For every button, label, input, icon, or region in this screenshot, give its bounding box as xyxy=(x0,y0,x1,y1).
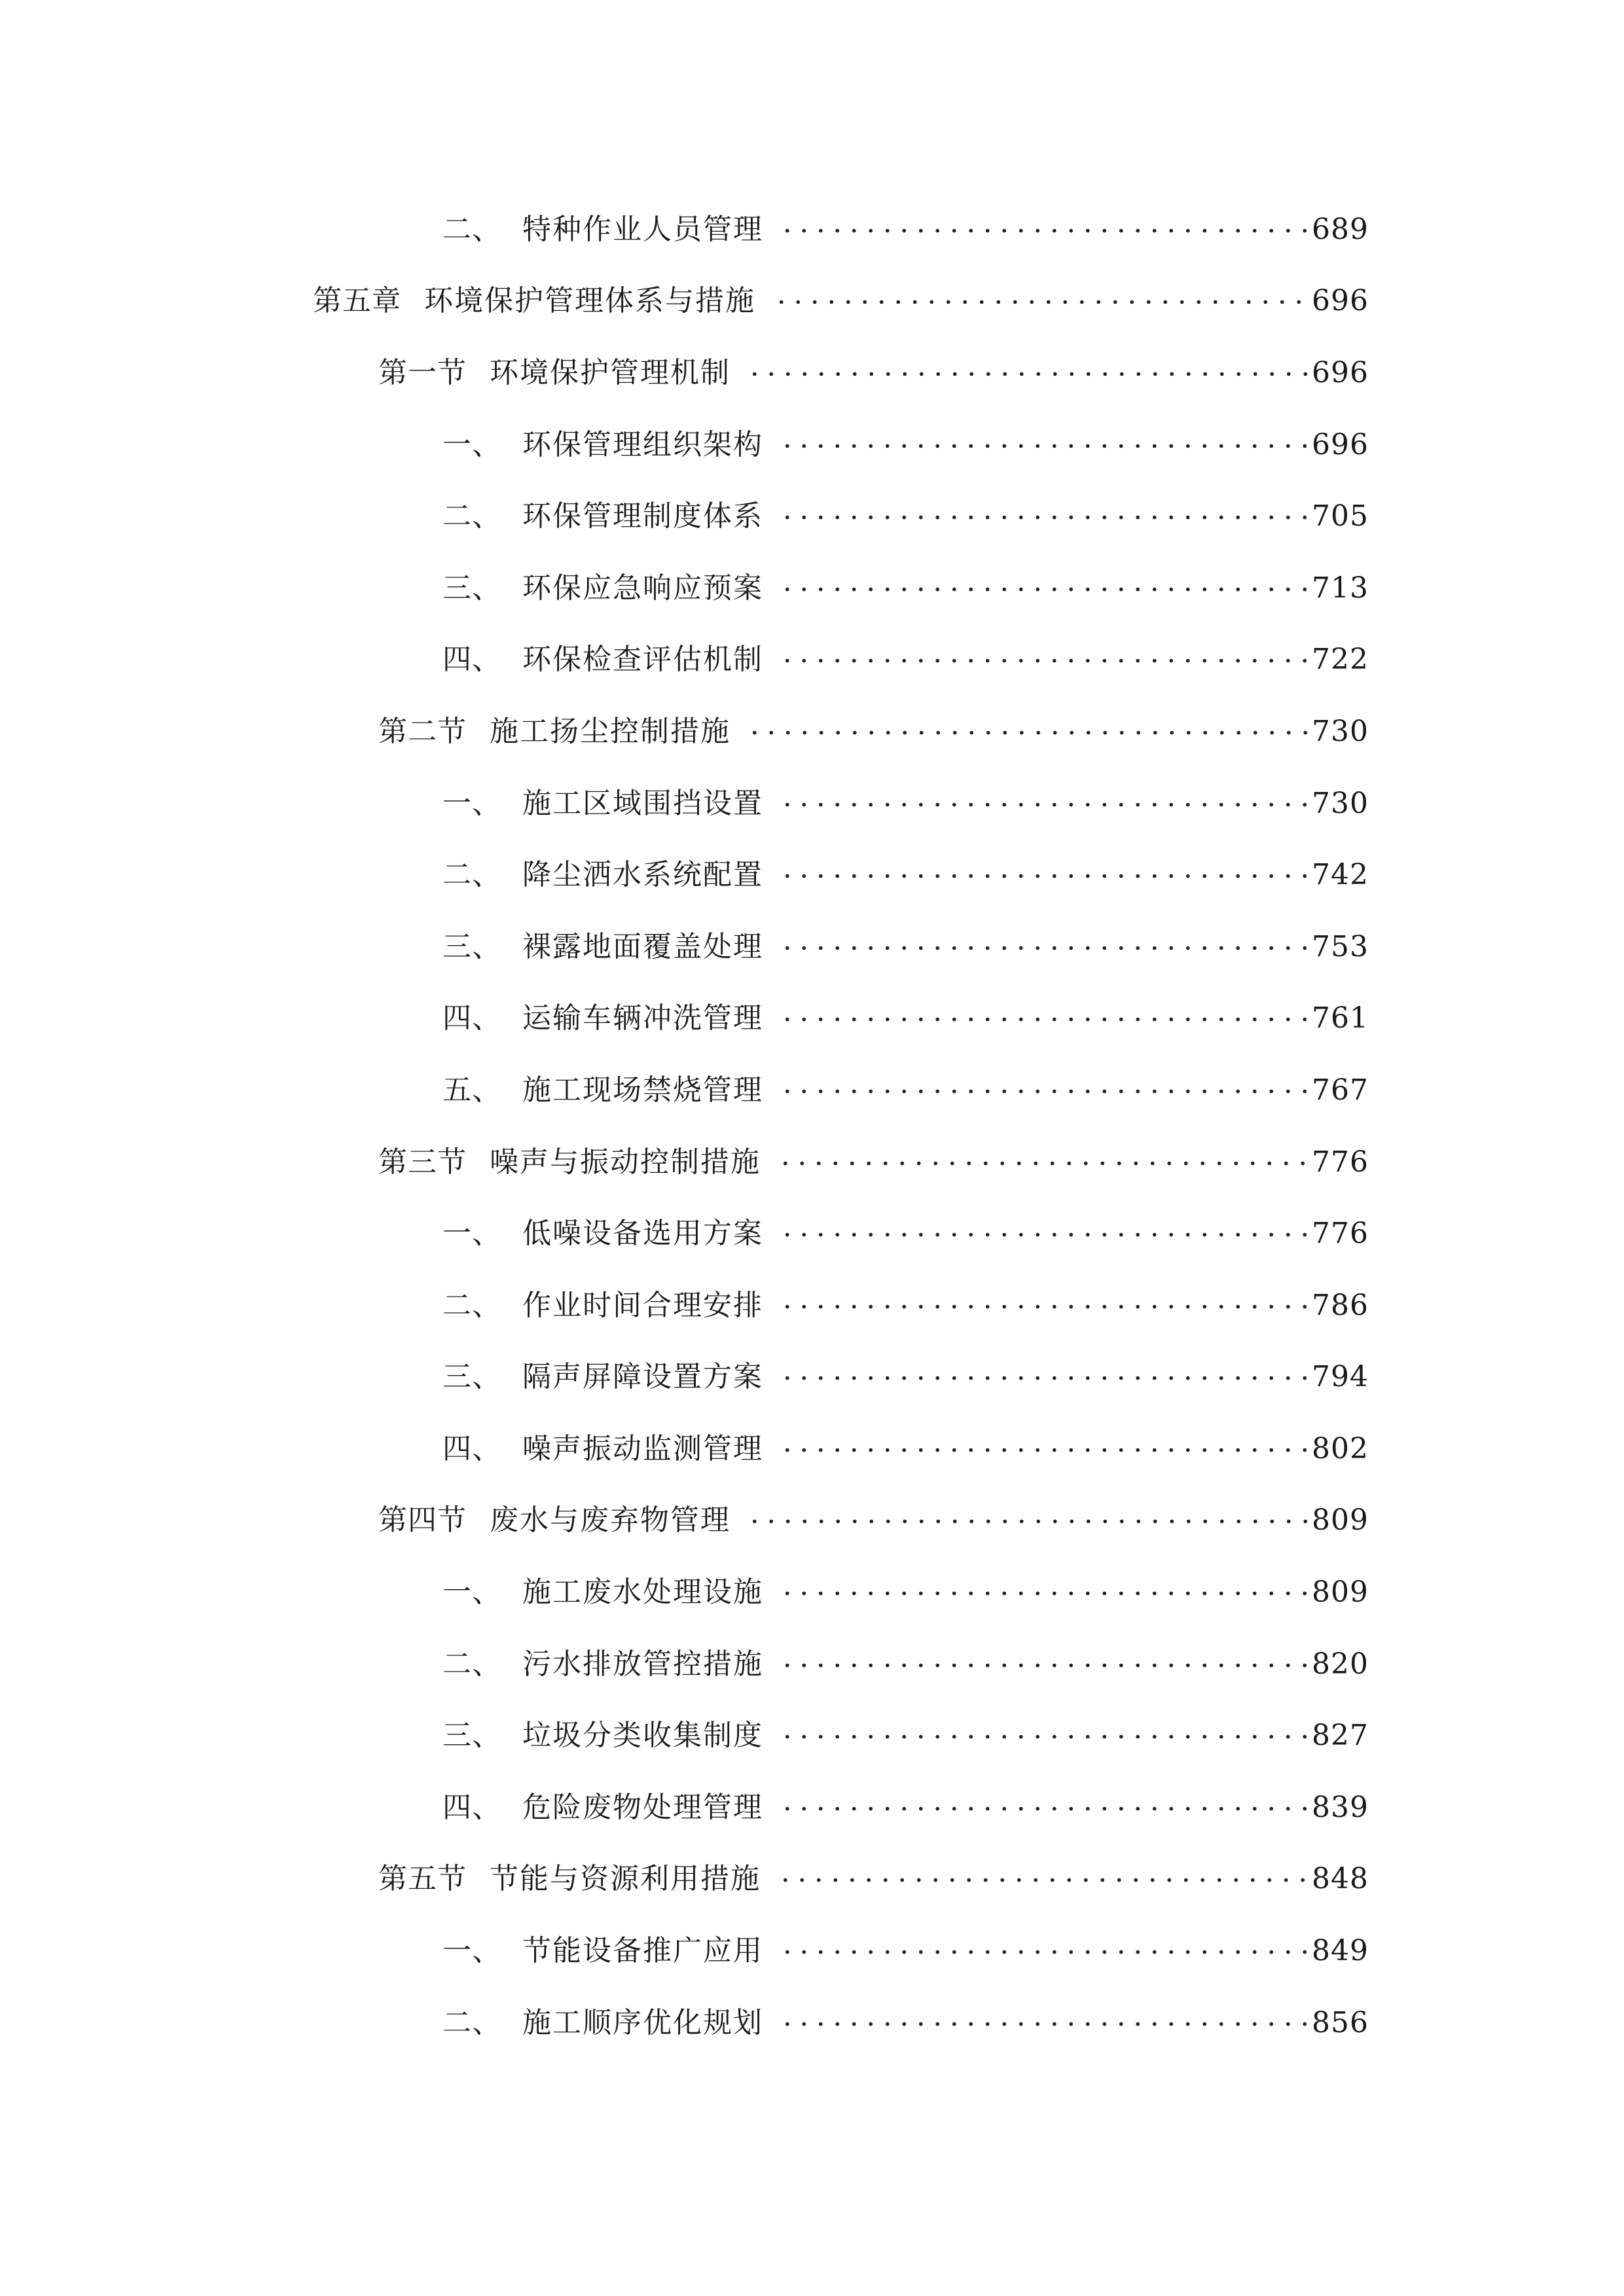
toc-entry-number: 二、 xyxy=(442,212,501,246)
toc-entry-number: 第五节 xyxy=(378,1862,467,1896)
toc-page-number: 794 xyxy=(1312,1360,1369,1394)
toc-page-number: 820 xyxy=(1312,1647,1369,1681)
toc-entry-number: 二、 xyxy=(442,2005,501,2039)
toc-entry-item[interactable] xyxy=(0,839,1624,911)
toc-dot-leader xyxy=(779,801,1310,808)
toc-entry-item[interactable] xyxy=(0,1987,1624,2059)
toc-dot-leader xyxy=(779,1734,1310,1740)
toc-entry-number: 一、 xyxy=(442,1934,501,1968)
toc-entry-item[interactable] xyxy=(0,1198,1624,1270)
toc-page-number: 696 xyxy=(1312,284,1369,318)
toc-dot-leader xyxy=(779,1805,1310,1812)
toc-entry-title: 噪声与振动控制措施 xyxy=(490,1145,761,1179)
toc-entry-title: 环保检查评估机制 xyxy=(522,643,763,677)
toc-entry-title: 环保管理制度体系 xyxy=(522,499,763,533)
toc-entry-number: 第二节 xyxy=(378,714,467,748)
toc-page-number: 742 xyxy=(1312,858,1369,892)
toc-dot-leader xyxy=(779,1590,1310,1597)
toc-entry-number: 三、 xyxy=(442,929,501,963)
toc-page-number: 849 xyxy=(1312,1934,1369,1968)
toc-entry-title: 施工扬尘控制措施 xyxy=(490,714,731,748)
toc-page-number: 689 xyxy=(1312,212,1369,246)
toc-entry-section[interactable] xyxy=(0,1485,1624,1557)
toc-entry-item[interactable] xyxy=(0,1700,1624,1772)
toc-page-number: 827 xyxy=(1312,1719,1369,1753)
toc-entry-title: 环保应急响应预案 xyxy=(522,571,763,605)
toc-page-number: 696 xyxy=(1312,355,1369,389)
toc-entry-item[interactable] xyxy=(0,409,1624,481)
toc-entry-title: 施工现场禁烧管理 xyxy=(522,1073,763,1107)
toc-entry-title: 特种作业人员管理 xyxy=(522,212,763,246)
toc-page-number: 809 xyxy=(1312,1575,1369,1609)
toc-dot-leader xyxy=(779,1949,1310,1956)
toc-entry-item[interactable] xyxy=(0,1556,1624,1628)
toc-entry-item[interactable] xyxy=(0,1413,1624,1485)
toc-entry-number: 一、 xyxy=(442,1575,501,1609)
toc-entry-number: 第一节 xyxy=(378,355,467,389)
toc-entry-item[interactable] xyxy=(0,1628,1624,1700)
toc-dot-leader xyxy=(779,227,1310,234)
toc-entry-section[interactable] xyxy=(0,696,1624,768)
toc-entry-title: 废水与废弃物管理 xyxy=(490,1503,731,1537)
toc-entry-number: 三、 xyxy=(442,571,501,605)
toc-entry-item[interactable] xyxy=(0,1342,1624,1414)
toc-entry-title: 运输车辆冲洗管理 xyxy=(522,1001,763,1035)
toc-entry-number: 第三节 xyxy=(378,1145,467,1179)
toc-entry-title: 环境保护管理体系与措施 xyxy=(424,284,755,318)
toc-page-number: 839 xyxy=(1312,1790,1369,1824)
toc-page-number: 776 xyxy=(1312,1217,1369,1251)
toc-entry-item[interactable] xyxy=(0,911,1624,983)
toc-dot-leader xyxy=(779,658,1310,664)
toc-entry-number: 二、 xyxy=(442,1288,501,1322)
toc-entry-title: 施工废水处理设施 xyxy=(522,1575,763,1609)
toc-entry-title: 环保管理组织架构 xyxy=(522,427,763,461)
toc-entry-item[interactable] xyxy=(0,1772,1624,1844)
table-of-contents xyxy=(0,194,1624,2058)
toc-page-number: 848 xyxy=(1312,1862,1369,1896)
toc-entry-title: 噪声振动监测管理 xyxy=(522,1431,763,1465)
toc-entry-title: 节能设备推广应用 xyxy=(522,1934,763,1968)
toc-entry-title: 节能与资源利用措施 xyxy=(490,1862,761,1896)
toc-entry-title: 施工顺序优化规划 xyxy=(522,2005,763,2039)
toc-dot-leader xyxy=(779,442,1310,449)
toc-page-number: 786 xyxy=(1312,1288,1369,1322)
toc-entry-number: 五、 xyxy=(442,1073,501,1107)
toc-dot-leader xyxy=(746,1518,1310,1525)
toc-entry-number: 二、 xyxy=(442,1647,501,1681)
toc-entry-chapter[interactable] xyxy=(0,266,1624,338)
toc-entry-section[interactable] xyxy=(0,337,1624,409)
toc-entry-number: 第四节 xyxy=(378,1503,467,1537)
toc-dot-leader xyxy=(773,299,1310,306)
toc-entry-title: 环境保护管理机制 xyxy=(490,355,731,389)
toc-entry-number: 四、 xyxy=(442,1790,501,1824)
toc-entry-section[interactable] xyxy=(0,1844,1624,1916)
toc-page-number: 713 xyxy=(1312,571,1369,605)
toc-dot-leader xyxy=(779,1662,1310,1668)
toc-dot-leader xyxy=(779,873,1310,880)
toc-entry-number: 一、 xyxy=(442,786,501,820)
toc-dot-leader xyxy=(779,514,1310,521)
toc-page-number: 705 xyxy=(1312,499,1369,533)
toc-dot-leader xyxy=(779,2020,1310,2027)
toc-dot-leader xyxy=(779,1232,1310,1238)
toc-dot-leader xyxy=(779,1088,1310,1094)
toc-page-number: 730 xyxy=(1312,786,1369,820)
toc-dot-leader xyxy=(779,1016,1310,1023)
toc-page-number: 767 xyxy=(1312,1073,1369,1107)
toc-page-number: 730 xyxy=(1312,714,1369,748)
toc-dot-leader xyxy=(777,1877,1310,1884)
toc-page-number: 776 xyxy=(1312,1145,1369,1179)
toc-entry-title: 垃圾分类收集制度 xyxy=(522,1719,763,1753)
toc-page-number: 696 xyxy=(1312,427,1369,461)
toc-entry-number: 四、 xyxy=(442,1001,501,1035)
toc-entry-title: 作业时间合理安排 xyxy=(522,1288,763,1322)
toc-page-number: 802 xyxy=(1312,1431,1369,1465)
toc-entry-title: 低噪设备选用方案 xyxy=(522,1217,763,1251)
toc-entry-title: 施工区域围挡设置 xyxy=(522,786,763,820)
toc-dot-leader xyxy=(746,370,1310,377)
toc-dot-leader xyxy=(746,729,1310,736)
toc-entry-item[interactable] xyxy=(0,1915,1624,1987)
toc-entry-item[interactable] xyxy=(0,624,1624,696)
toc-page-number: 809 xyxy=(1312,1503,1369,1537)
toc-entry-item[interactable] xyxy=(0,1054,1624,1126)
toc-entry-number: 三、 xyxy=(442,1360,501,1394)
toc-entry-item[interactable] xyxy=(0,552,1624,624)
toc-entry-title: 降尘洒水系统配置 xyxy=(522,858,763,892)
toc-dot-leader xyxy=(777,1160,1310,1166)
toc-page-number: 753 xyxy=(1312,929,1369,963)
toc-entry-item[interactable] xyxy=(0,194,1624,266)
toc-entry-item[interactable] xyxy=(0,1270,1624,1342)
toc-entry-number: 二、 xyxy=(442,499,501,533)
toc-entry-item[interactable] xyxy=(0,480,1624,552)
toc-entry-item[interactable] xyxy=(0,983,1624,1055)
toc-entry-title: 危险废物处理管理 xyxy=(522,1790,763,1824)
toc-dot-leader xyxy=(779,1375,1310,1382)
toc-entry-number: 一、 xyxy=(442,427,501,461)
toc-entry-title: 隔声屏障设置方案 xyxy=(522,1360,763,1394)
toc-entry-number: 一、 xyxy=(442,1217,501,1251)
toc-entry-number: 四、 xyxy=(442,1431,501,1465)
toc-entry-item[interactable] xyxy=(0,768,1624,840)
toc-entry-number: 第五章 xyxy=(313,284,401,318)
toc-entry-title: 裸露地面覆盖处理 xyxy=(522,929,763,963)
toc-page-number: 761 xyxy=(1312,1001,1369,1035)
toc-dot-leader xyxy=(779,1303,1310,1310)
toc-dot-leader xyxy=(779,586,1310,592)
toc-entry-number: 二、 xyxy=(442,858,501,892)
toc-entry-number: 三、 xyxy=(442,1719,501,1753)
toc-entry-number: 四、 xyxy=(442,643,501,677)
toc-dot-leader xyxy=(779,944,1310,951)
toc-dot-leader xyxy=(779,1446,1310,1453)
toc-page-number: 722 xyxy=(1312,643,1369,677)
toc-page-number: 856 xyxy=(1312,2005,1369,2039)
toc-entry-title: 污水排放管控措施 xyxy=(522,1647,763,1681)
toc-entry-section[interactable] xyxy=(0,1126,1624,1198)
